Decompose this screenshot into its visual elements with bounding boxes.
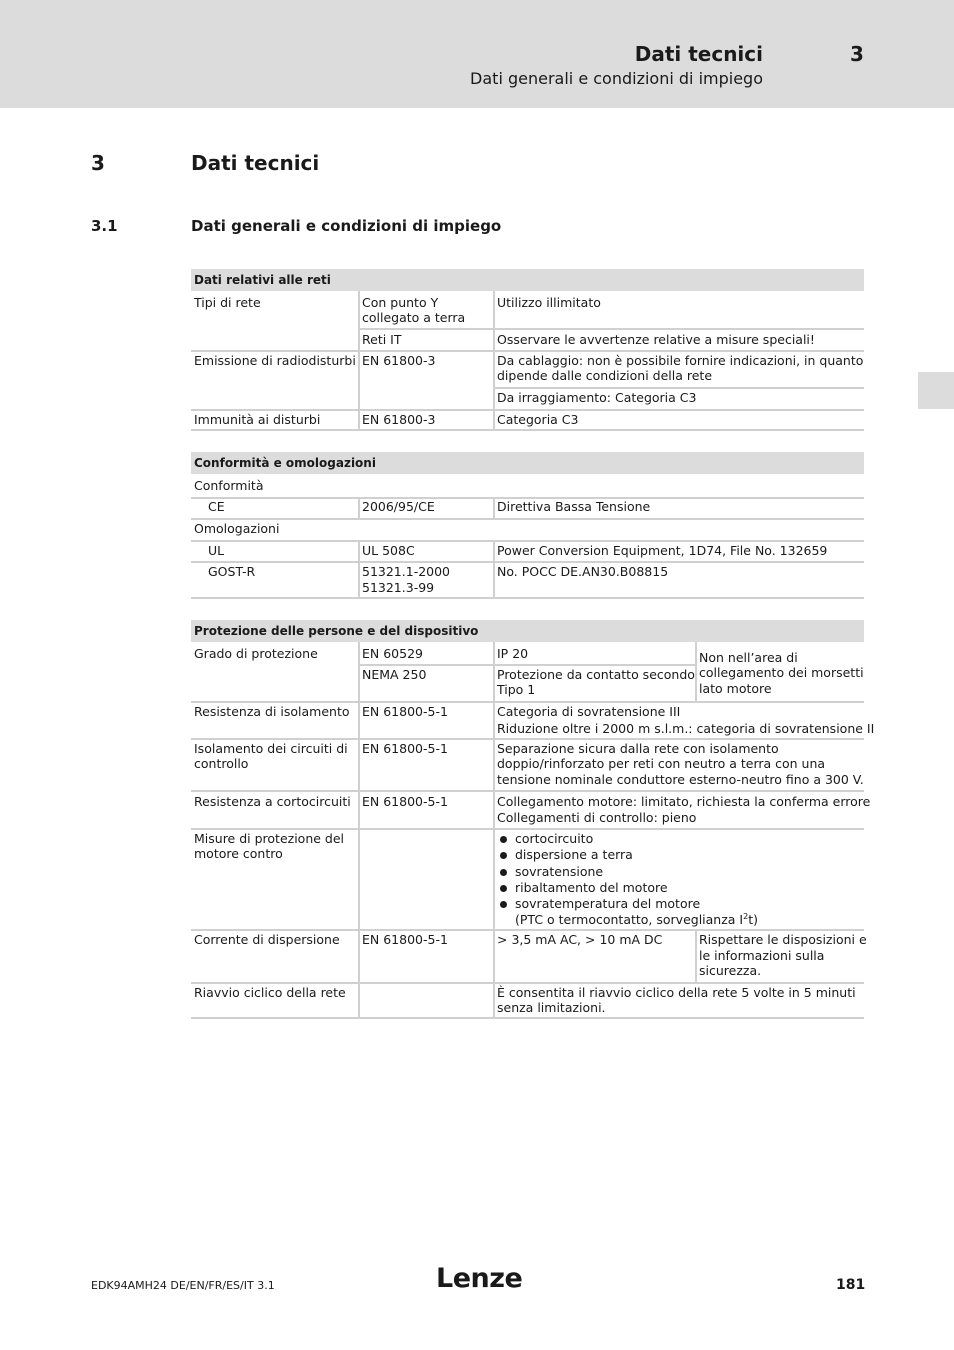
standard-cell: NEMA 250 (362, 667, 427, 682)
divider (191, 540, 864, 542)
value-cell: Tipo 1 (497, 682, 536, 697)
heading2-number: 3.1 (91, 217, 118, 235)
motor-protection-list (497, 831, 758, 929)
value-cell: Da cablaggio: non è possibile fornire indicazioni, in quanto (497, 353, 864, 368)
heading2-title: Dati generali e condizioni di impiego (191, 217, 502, 235)
row-label: Resistenza di isolamento (194, 704, 350, 719)
list-item: ribaltamento del motore (497, 880, 758, 896)
divider (191, 561, 864, 563)
chapter-side-tab (918, 372, 954, 409)
divider (191, 790, 864, 792)
standard-cell: 51321.1-2000 (362, 564, 451, 579)
standard-cell: UL 508C (362, 543, 415, 558)
divider (695, 642, 697, 701)
standard-cell: Con punto Y (362, 295, 439, 310)
divider (191, 738, 864, 740)
header-chapter-number: 3 (850, 42, 864, 66)
row-label: controllo (194, 756, 249, 771)
value-cell: No. POCC DE.AN30.B08815 (497, 564, 669, 579)
value-cell: IP 20 (497, 646, 529, 661)
row-label: UL (208, 543, 225, 558)
list-item-text: t) (748, 912, 758, 928)
standard-cell: EN 61800-5-1 (362, 932, 448, 947)
note-cell: collegamento dei morsetti (699, 665, 864, 680)
divider (191, 929, 864, 931)
divider (191, 701, 864, 703)
heading1-number: 3 (91, 151, 105, 175)
value-cell: Power Conversion Equipment, 1D74, File No. 132659 (497, 543, 828, 558)
standard-cell: EN 60529 (362, 646, 423, 661)
header-subtitle: Dati generali e condizioni di impiego (470, 69, 763, 88)
value-cell: Collegamento motore: limitato, richiesta la conferma errore (497, 794, 871, 809)
row-label: motore contro (194, 846, 283, 861)
list-item-continuation (497, 912, 758, 928)
row-label: Riavvio ciclico della rete (194, 985, 346, 1000)
lenze-logo: Lenze (436, 1263, 523, 1294)
protection-table-title: Protezione delle persone e del dispositivo (191, 620, 864, 642)
conformity-table (191, 452, 864, 599)
value-cell: È consentita il riavvio ciclico della rete 5 volte in 5 minuti (497, 985, 856, 1000)
value-cell: Separazione sicura dalla rete con isolamento (497, 741, 779, 756)
superscript: 2 (743, 912, 749, 922)
note-cell: Non nell’area di (699, 650, 798, 665)
value-cell: Categoria di sovratensione III (497, 704, 681, 719)
standard-cell: Reti IT (362, 332, 402, 347)
header-title: Dati tecnici (634, 42, 763, 66)
list-item: cortocircuito (497, 831, 758, 847)
value-cell: Protezione da contatto secondo (497, 667, 695, 682)
group-label: Omologazioni (194, 521, 280, 536)
divider (493, 497, 495, 518)
standard-cell: 51321.3-99 (362, 580, 435, 595)
networks-table (191, 269, 864, 431)
row-label: Resistenza a cortocircuiti (194, 794, 351, 809)
note-cell: sicurezza. (699, 963, 762, 978)
value-cell: Direttiva Bassa Tensione (497, 499, 651, 514)
value-cell: Osservare le avvertenze relative a misure speciali! (497, 332, 815, 347)
divider (493, 642, 495, 1018)
value-cell: Riduzione oltre i 2000 m s.l.m.: categoria di sovratensione II (497, 721, 875, 736)
divider (358, 540, 360, 597)
divider (493, 387, 864, 389)
row-label: Immunità ai disturbi (194, 412, 321, 427)
footer-doc-id: EDK94AMH24 DE/EN/FR/ES/IT 3.1 (91, 1279, 275, 1292)
standard-cell: 2006/95/CE (362, 499, 435, 514)
standard-cell: EN 61800-5-1 (362, 704, 448, 719)
value-cell: doppio/rinforzato per reti con neutro a terra con una (497, 756, 826, 771)
list-item: sovratensione (497, 864, 758, 880)
row-label: Tipi di rete (194, 295, 261, 310)
row-label: Corrente di dispersione (194, 932, 340, 947)
value-cell: senza limitazioni. (497, 1000, 606, 1015)
heading1-title: Dati tecnici (191, 151, 320, 175)
conformity-table-title: Conformità e omologazioni (191, 452, 864, 474)
divider (191, 597, 864, 599)
value-cell: > 3,5 mA AC, > 10 mA DC (497, 932, 663, 947)
list-item-text: (PTC o termocontatto, sorveglianza I (515, 912, 744, 928)
divider (191, 350, 864, 352)
standard-cell: collegato a terra (362, 310, 466, 325)
row-label: CE (208, 499, 225, 514)
divider (493, 540, 495, 597)
divider (191, 982, 864, 984)
divider (191, 409, 864, 411)
row-label: Grado di protezione (194, 646, 318, 661)
note-cell: le informazioni sulla (699, 948, 825, 963)
row-label: Emissione di radiodisturbi (194, 353, 356, 368)
standard-cell: EN 61800-3 (362, 353, 436, 368)
value-cell: tensione nominale conduttore esterno-neutro fino a 300 V. (497, 772, 864, 787)
divider (191, 828, 864, 830)
divider (695, 930, 697, 982)
row-label: Misure di protezione del (194, 831, 345, 846)
protection-table (191, 620, 875, 1020)
standard-cell: EN 61800-5-1 (362, 794, 448, 809)
value-cell: Collegamenti di controllo: pieno (497, 810, 697, 825)
page-number: 181 (836, 1277, 866, 1293)
value-cell: Categoria C3 (497, 412, 579, 427)
row-label: Isolamento dei circuiti di (194, 741, 348, 756)
note-cell: Rispettare le disposizioni e (699, 932, 867, 947)
header-band (0, 0, 954, 108)
value-cell: dipende dalle condizioni della rete (497, 368, 713, 383)
list-item: dispersione a terra (497, 847, 758, 863)
divider (191, 1017, 864, 1019)
note-cell: lato motore (699, 681, 772, 696)
divider (358, 328, 864, 330)
group-label: Conformità (194, 478, 264, 493)
divider (358, 497, 360, 518)
value-cell: Da irraggiamento: Categoria C3 (497, 390, 697, 405)
standard-cell: EN 61800-3 (362, 412, 436, 427)
divider (191, 429, 864, 431)
row-label: GOST-R (208, 564, 256, 579)
networks-table-title: Dati relativi alle reti (191, 269, 864, 291)
list-item: sovratemperatura del motore (497, 896, 758, 912)
divider (358, 642, 360, 1018)
divider (191, 518, 864, 520)
divider (358, 664, 695, 666)
standard-cell: EN 61800-5-1 (362, 741, 448, 756)
value-cell: Utilizzo illimitato (497, 295, 601, 310)
